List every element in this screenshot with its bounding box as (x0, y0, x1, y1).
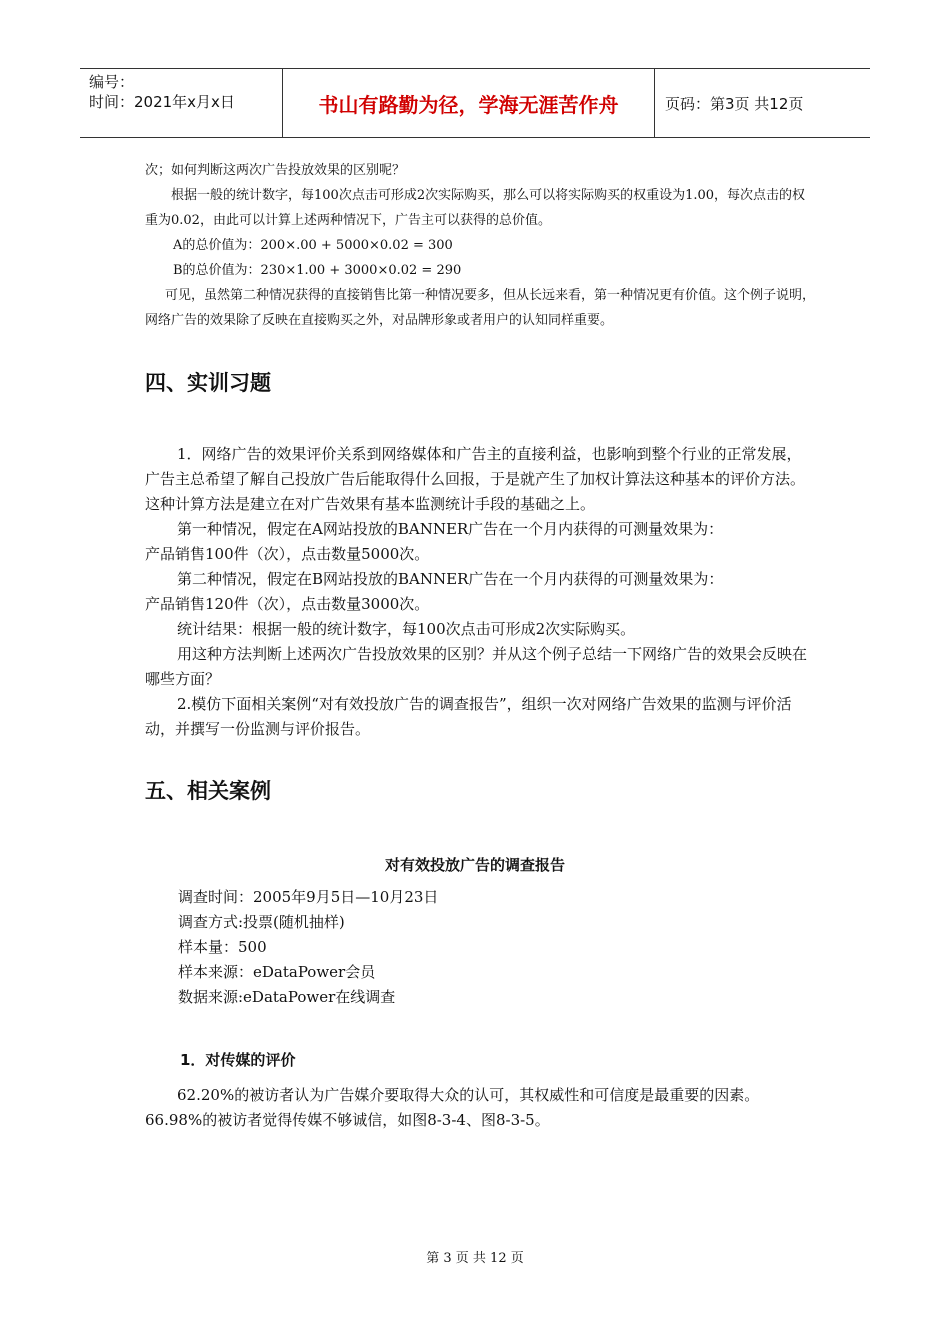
section4-p6: 2.模仿下面相关案例“对有效投放广告的调查报告”，组织一次对网络广告效果的监测与评价活动，并撰写一份监测与评价报告。 (145, 695, 792, 738)
sub1-line1: 62.20%的被访者认为广告媒介要取得大众的认可，其权威性和可信度是最重要的因素。 (177, 1086, 760, 1104)
time-label: 时间：2021年x月x日 (89, 93, 235, 111)
section4-title: 四、实训习题 (145, 371, 271, 395)
report-info-method: 调查方式:投票(随机抽样) (178, 913, 345, 931)
report-info-source: 样本来源：eDataPower会员 (178, 963, 376, 981)
sub1-body (145, 1083, 835, 1133)
header-page-info: 页码：第3页 共12页 (665, 94, 804, 113)
intro-para1: 根据一般的统计数字，每100次点击可形成2次实际购买，那么可以将实际购买的权重设为1.00，每次点击的权重为0.02，由此可以计算上述两种情况下，广告主可以获得的总价值。 (145, 188, 806, 228)
report-title: 对有效投放广告的调查报告 (384, 856, 565, 874)
section4-body (145, 442, 815, 742)
calc-b: B的总价值为：230×1.00 + 3000×0.02 = 290 (173, 263, 462, 278)
report-info-time: 调查时间：2005年9月5日—10月23日 (178, 888, 439, 906)
intro-line1: 次；如何判断这两次广告投放效果的区别呢？ (145, 163, 406, 178)
page-header (80, 68, 870, 138)
section5-title: 五、相关案例 (145, 779, 271, 803)
section4-p2a: 第一种情况，假定在A网站投放的BANNER广告在一个月内获得的可测量效果为： (177, 520, 724, 538)
section4-p4: 统计结果：根据一般的统计数字，每100次点击可形成2次实际购买。 (177, 620, 636, 638)
report-info (145, 885, 815, 1010)
report-info-data: 数据来源:eDataPower在线调查 (178, 988, 396, 1006)
section4-p3a: 第二种情况，假定在B网站投放的BANNER广告在一个月内获得的可测量效果为： (177, 570, 724, 588)
intro-block (145, 158, 815, 333)
sub1-line2: 66.98%的被访者觉得传媒不够诚信，如图8-3-4、图8-3-5。 (145, 1111, 550, 1129)
section4-p5: 用这种方法判断上述两次广告投放效果的区别？并从这个例子总结一下网络广告的效果会反映在哪些方面？ (145, 645, 808, 688)
number-label: 编号： (89, 73, 135, 91)
page-footer: 第 3 页 共 12 页 (426, 1251, 524, 1266)
header-motto: 书山有路勤为径，学海无涯苦作舟 (283, 69, 655, 137)
calc-a: A的总价值为：200×.00 + 5000×0.02 = 300 (173, 238, 453, 253)
header-meta (80, 69, 283, 137)
sub1-title: 1．对传媒的评价 (180, 1051, 296, 1069)
section4-p2b: 产品销售100件（次），点击数量5000次。 (145, 545, 430, 563)
section4-p3b: 产品销售120件（次），点击数量3000次。 (145, 595, 430, 613)
section4-p1: 1．网络广告的效果评价关系到网络媒体和广告主的直接利益，也影响到整个行业的正常发展，广告主总希望了解自己投放广告后能取得什么回报，于是就产生了加权计算法这种基本的评价方法。这种计算方法是建立在对广告效果有基本监测统计手段的基础之上。 (145, 445, 806, 513)
intro-para2: 可见，虽然第二种情况获得的直接销售比第一种情况要多，但从长远来看，第一种情况更有价值。这个例子说明，网络广告的效果除了反映在直接购买之外，对品牌形象或者用户的认知同样重要。 (145, 288, 816, 328)
report-info-sample: 样本量：500 (178, 938, 267, 956)
